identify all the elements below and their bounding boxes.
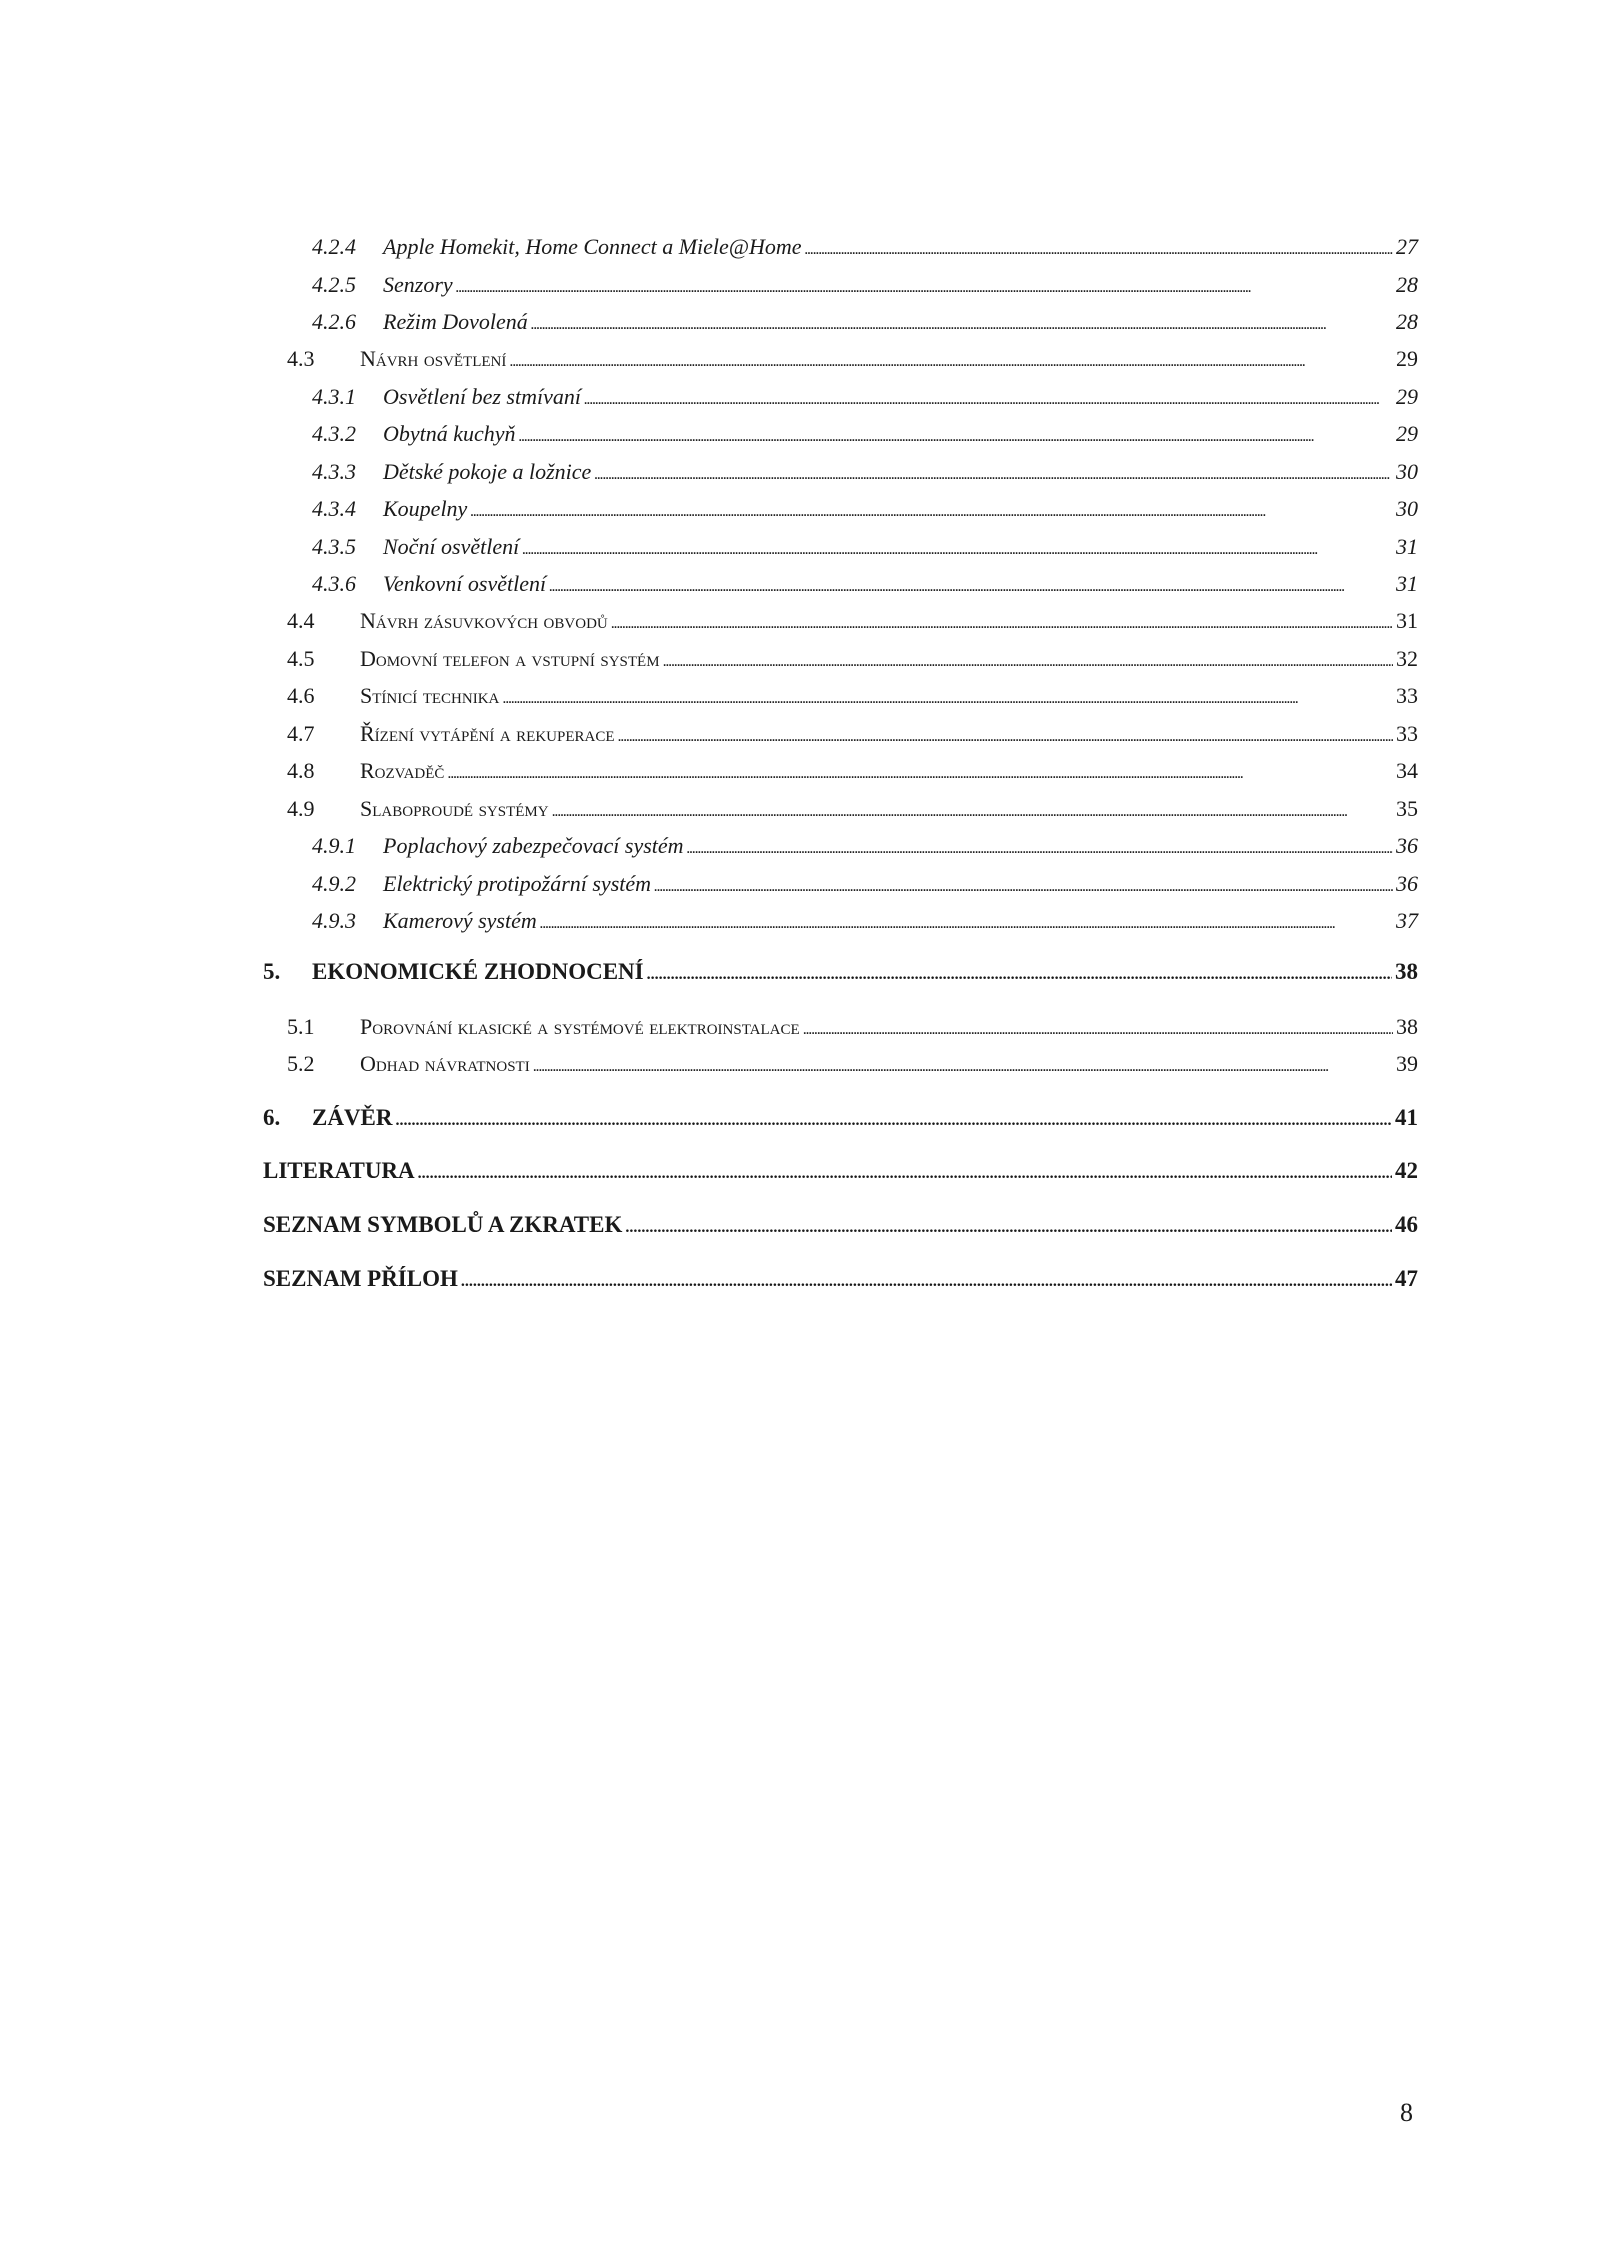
dot-leader: [509, 344, 1393, 377]
dot-leader: [803, 1012, 1393, 1045]
dot-leader: [549, 569, 1393, 602]
toc-entry-number: 4.2.4: [312, 234, 356, 259]
toc-entry[interactable]: [287, 681, 1418, 711]
toc-entry-page: 28: [1396, 309, 1418, 334]
toc-entry[interactable]: [312, 270, 1418, 300]
toc-entry[interactable]: [312, 457, 1418, 487]
toc-entry-number: 4.3.1: [312, 384, 356, 409]
toc-entry-title: Stínicí technika: [360, 683, 500, 708]
dot-leader: [654, 869, 1393, 902]
toc-entry[interactable]: [263, 957, 1418, 987]
dot-leader: [533, 1049, 1393, 1082]
toc-entry-title: Rozvaděč: [360, 758, 445, 783]
toc-entry[interactable]: [263, 1210, 1418, 1240]
toc-entry-page: 29: [1396, 421, 1418, 446]
toc-entry[interactable]: [287, 644, 1418, 674]
toc-entry[interactable]: [312, 869, 1418, 899]
dot-leader: [456, 270, 1393, 303]
toc-entry-number: 4.3.6: [312, 571, 356, 596]
toc-entry-number: 4.3: [287, 346, 315, 371]
toc-entry-number: 4.2.6: [312, 309, 356, 334]
toc-entry-page: 42: [1395, 1158, 1418, 1183]
toc-entry-page: 35: [1396, 796, 1418, 821]
toc-entry-page: 39: [1396, 1051, 1418, 1076]
toc-entry-title: Poplachový zabezpečovací systém: [383, 833, 684, 858]
toc-entry-title: Koupelny: [383, 496, 468, 521]
dot-leader: [687, 831, 1393, 864]
toc-entry-page: 34: [1396, 758, 1418, 783]
dot-leader: [611, 606, 1393, 639]
dot-leader: [647, 957, 1392, 990]
toc-entry-number: 4.6: [287, 683, 315, 708]
dot-leader: [396, 1103, 1392, 1136]
toc-entry-title: SEZNAM SYMBOLŮ A ZKRATEK: [263, 1212, 623, 1237]
toc-entry[interactable]: [312, 232, 1418, 262]
toc-entry-title: Návrh zásuvkových obvodů: [360, 608, 608, 633]
toc-entry-number: 4.9: [287, 796, 315, 821]
toc-entry-number: 6.: [263, 1105, 281, 1130]
toc-entry-title: Dětské pokoje a ložnice: [383, 459, 592, 484]
toc-entry-number: 4.9.3: [312, 908, 356, 933]
toc-entry-title: Domovní telefon a vstupní systém: [360, 646, 660, 671]
dot-leader: [805, 232, 1393, 265]
toc-entry-number: 4.9.1: [312, 833, 356, 858]
dot-leader: [418, 1156, 1392, 1189]
toc-entry-title: Noční osvětlení: [383, 534, 520, 559]
toc-entry-number: 4.5: [287, 646, 315, 671]
toc-entry-title: Porovnání klasické a systémové elektroinstalace: [360, 1014, 800, 1039]
toc-entry-title: Obytná kuchyň: [383, 421, 516, 446]
toc-entry-number: 4.7: [287, 721, 315, 746]
toc-entry-number: 4.2.5: [312, 272, 356, 297]
toc-entry-title: Venkovní osvětlení: [383, 571, 547, 596]
toc-entry[interactable]: [312, 494, 1418, 524]
dot-leader: [663, 644, 1393, 677]
toc-entry-page: 46: [1395, 1212, 1418, 1237]
toc-entry-number: 4.4: [287, 608, 315, 633]
toc-entry[interactable]: [312, 831, 1418, 861]
toc-entry-page: 27: [1396, 234, 1418, 259]
toc-entry-page: 38: [1395, 959, 1418, 984]
dot-leader: [502, 681, 1393, 714]
toc-entry-page: 38: [1396, 1014, 1418, 1039]
toc-entry-page: 47: [1395, 1266, 1418, 1291]
dot-leader: [594, 457, 1393, 490]
toc-entry-page: 29: [1396, 346, 1418, 371]
toc-entry-title: Elektrický protipožární systém: [383, 871, 652, 896]
toc-entry[interactable]: [263, 1156, 1418, 1186]
toc-entry[interactable]: [287, 719, 1418, 749]
page-number: 8: [1400, 2098, 1413, 2127]
toc-entry-title: Odhad návratnosti: [360, 1051, 530, 1076]
toc-entry[interactable]: [312, 906, 1418, 936]
dot-leader: [447, 756, 1393, 789]
dot-leader: [625, 1210, 1392, 1243]
toc-entry-page: 28: [1396, 272, 1418, 297]
toc-entry-page: 33: [1396, 683, 1418, 708]
toc-entry-title: Senzory: [383, 272, 453, 297]
toc-entry[interactable]: [312, 382, 1418, 412]
toc-entry[interactable]: [287, 794, 1418, 824]
toc-entry-page: 33: [1396, 721, 1418, 746]
dot-leader: [540, 906, 1393, 939]
dot-leader: [470, 494, 1393, 527]
toc-entry-title: Apple Homekit, Home Connect a Miele@Home: [383, 234, 802, 259]
dot-leader: [461, 1264, 1392, 1297]
toc-entry[interactable]: [312, 532, 1418, 562]
toc-entry-page: 29: [1396, 384, 1418, 409]
toc-entry-page: 36: [1396, 871, 1418, 896]
toc-entry-title: Návrh osvětlení: [360, 346, 507, 371]
toc-entry-number: 5.1: [287, 1014, 315, 1039]
toc-entry-page: 31: [1396, 571, 1418, 596]
dot-leader: [531, 307, 1393, 340]
toc-entry-page: 30: [1396, 496, 1418, 521]
dot-leader: [552, 794, 1393, 827]
toc-entry[interactable]: [312, 419, 1418, 449]
toc-entry-title: Osvětlení bez stmívaní: [383, 384, 581, 409]
toc-entry-page: 41: [1395, 1105, 1418, 1130]
toc-entry-number: 4.3.4: [312, 496, 356, 521]
toc-entry-number: 4.3.2: [312, 421, 356, 446]
dot-leader: [519, 419, 1393, 452]
toc-entry-page: 32: [1396, 646, 1418, 671]
toc-entry[interactable]: [287, 606, 1418, 636]
toc-entry-page: 30: [1396, 459, 1418, 484]
toc-entry-page: 31: [1396, 534, 1418, 559]
toc-entry[interactable]: [263, 1264, 1418, 1294]
toc-entry-number: 4.9.2: [312, 871, 356, 896]
toc-entry[interactable]: [287, 1049, 1418, 1079]
toc-entry-title: Kamerový systém: [383, 908, 537, 933]
dot-leader: [522, 532, 1393, 565]
dot-leader: [584, 382, 1393, 415]
toc-entry-title: EKONOMICKÉ ZHODNOCENÍ: [312, 959, 644, 984]
toc-entry[interactable]: [263, 1103, 1418, 1133]
toc-entry[interactable]: [287, 1012, 1418, 1042]
toc-entry-page: 37: [1396, 908, 1418, 933]
toc-entry-title: Slaboproudé systémy: [360, 796, 549, 821]
toc-entry-title: SEZNAM PŘÍLOH: [263, 1266, 458, 1291]
toc-entry-title: Řízení vytápění a rekuperace: [360, 721, 615, 746]
toc-entry-page: 36: [1396, 833, 1418, 858]
toc-entry-page: 31: [1396, 608, 1418, 633]
toc-entry[interactable]: [312, 569, 1418, 599]
dot-leader: [618, 719, 1394, 752]
toc-entry[interactable]: [312, 307, 1418, 337]
toc-entry-title: Režim Dovolená: [383, 309, 528, 334]
toc-entry-number: 4.3.3: [312, 459, 356, 484]
toc-entry-title: LITERATURA: [263, 1158, 415, 1183]
toc-entry-number: 4.8: [287, 758, 315, 783]
toc-entry-number: 4.3.5: [312, 534, 356, 559]
toc-entry[interactable]: [287, 344, 1418, 374]
toc-entry-number: 5.: [263, 959, 281, 984]
toc-entry[interactable]: [287, 756, 1418, 786]
toc-entry-number: 5.2: [287, 1051, 315, 1076]
toc-entry-title: ZÁVĚR: [312, 1105, 393, 1130]
